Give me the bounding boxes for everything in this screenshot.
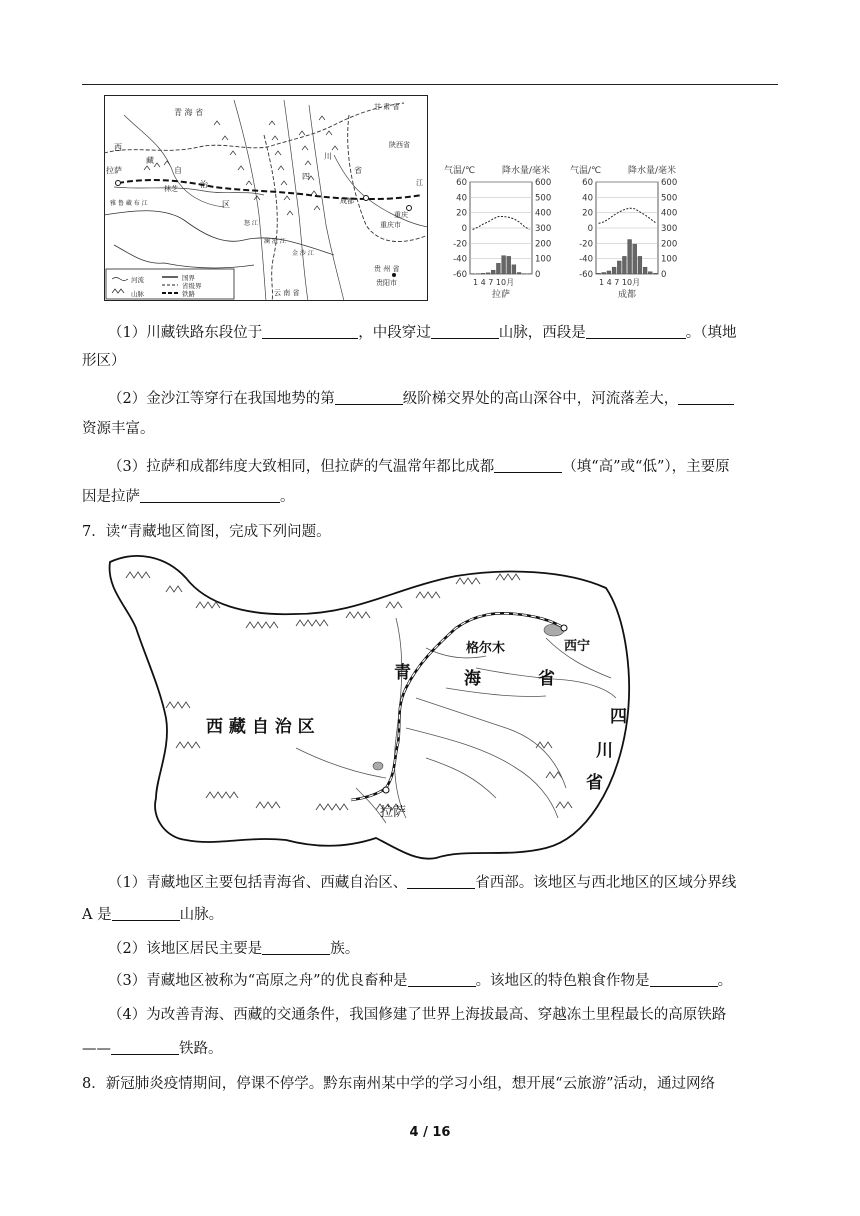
lasa-temp-tick: -20 (453, 239, 467, 250)
q6-p1-e: 形区） (82, 353, 126, 369)
page-number: 4 / 16 (409, 1125, 451, 1140)
chengdu-temp-tick: 20 (582, 208, 593, 219)
lasa-temp-label: 气温/℃ (444, 166, 476, 176)
lasa-precip-tick: 500 (535, 193, 552, 204)
q6-blank-3[interactable] (586, 323, 686, 339)
lasa-precip-tick: 200 (535, 239, 552, 250)
chengdu-temp-tick: 60 (582, 178, 593, 188)
sichuan-tibet-map (104, 95, 428, 301)
lasa-precip-bar (481, 273, 485, 274)
lasa-temp-tick: -60 (453, 270, 467, 280)
q6-blank-2[interactable] (431, 323, 499, 339)
q7-line5 (82, 1004, 778, 1026)
map1-label-chengdu: 成都 (340, 197, 354, 205)
chengdu-temp-tick: -60 (579, 270, 593, 280)
qinghai-tibet-map (96, 548, 636, 862)
map1-label-guiyang: 贵阳市 (376, 279, 397, 287)
q7-blank-6[interactable] (111, 1039, 179, 1055)
lasa-temp-tick: 0 (461, 224, 467, 234)
chengdu-temp-tick: -40 (579, 254, 593, 265)
map1-label-zhi: 治 (200, 180, 208, 189)
chengdu-precip-tick: 400 (661, 208, 678, 219)
chengdu-precip-tick: 300 (661, 224, 678, 234)
map1-label-zang: 藏 (146, 156, 154, 165)
chengdu-precip-tick: 0 (661, 270, 667, 280)
lasa-precip-bar (517, 272, 521, 274)
q7-blank-4[interactable] (408, 971, 476, 987)
chengdu-precip-bar (607, 271, 611, 274)
map1-label-yarlung: 雅 鲁 藏 布 江 (110, 200, 148, 207)
lasa-month-ticks: 1 4 7 10月 (473, 278, 515, 287)
q7-blank-5[interactable] (650, 971, 718, 987)
q6-line1 (82, 322, 778, 344)
map1-label-lancang: 澜 沧 江 (264, 238, 286, 245)
chengdu-precip-tick: 600 (661, 178, 678, 188)
chengdu-city-name: 成都 (618, 290, 637, 300)
q7-p2-b: 族。 (330, 941, 360, 957)
q6-line3 (82, 388, 778, 410)
q6-blank-7[interactable] (140, 487, 280, 503)
map1-label-lasa: 拉萨 (106, 166, 122, 175)
map1-label-yunnan: 云 南 省 (274, 289, 300, 297)
chengdu-temp-label: 气温/℃ (570, 166, 602, 176)
q7-p4-c: 铁路。 (179, 1041, 223, 1057)
q7-blank-2[interactable] (112, 905, 180, 921)
q6-p3-b: （填“高”或“低”），主要原 (562, 459, 730, 475)
q7-line6 (82, 1038, 778, 1060)
q7-p3-c: 。 (717, 973, 733, 989)
chengdu-precip-tick: 500 (661, 193, 678, 204)
q7-blank-1[interactable] (407, 873, 475, 889)
q7-p2-a: （2）该地区居民主要是 (108, 941, 263, 957)
q6-p1-d: 。（填地 (685, 325, 737, 341)
q6-p3-d: 。 (280, 489, 295, 505)
map1-label-chongqing: 重庆市 (380, 221, 401, 229)
map1-label-jiang: 江 (416, 179, 423, 187)
chengdu-precip-bar (597, 273, 601, 274)
chengdu-temp-tick: 0 (587, 224, 593, 234)
chengdu-precip-bar (602, 272, 606, 274)
header-rule (82, 84, 778, 85)
lasa-precip-bar (507, 256, 511, 274)
lasa-precip-tick: 100 (535, 254, 552, 265)
q7-p1-c: A 是 (82, 907, 112, 923)
map1-label-chongqing2: 重庆 (394, 211, 408, 219)
q6-p2-b: 级阶梯交界处的高山深谷中，河流落差大， (402, 391, 679, 407)
map1-legend (106, 269, 234, 299)
map2-sheng: 省 (538, 669, 555, 689)
q7-p3-b: 。该地区的特色粮食作物是 (475, 973, 650, 989)
lasa-precip-tick: 400 (535, 208, 552, 219)
q7-p1-d: 山脉。 (179, 907, 224, 923)
q6-blank-1[interactable] (262, 323, 358, 339)
chengdu-precip-bar (622, 256, 626, 274)
q7-p3-a: （3）青藏地区被称为“高原之舟”的优良畜种是 (108, 973, 408, 989)
q6-p1-a: （1）川藏铁路东段位于 (108, 325, 263, 341)
q6-line4 (82, 418, 778, 440)
legend-boundary: 国界 (182, 274, 195, 282)
map2-xizang: 西 藏 自 治 区 (206, 717, 315, 737)
map1-label-qu: 区 (222, 200, 230, 209)
map2-lasa: 拉萨 (380, 805, 407, 820)
map1-label-jinsha: 金 沙 江 (292, 250, 314, 257)
q6-blank-6[interactable] (494, 457, 562, 473)
q7-line2 (82, 904, 778, 926)
chengdu-temp-tick: 40 (582, 193, 593, 204)
chengdu-temp-tick: -20 (579, 239, 593, 250)
q7-line4 (82, 970, 778, 992)
map2-qing: 青 (394, 663, 411, 683)
q7-blank-3[interactable] (262, 939, 330, 955)
map1-label-sheng: 省 (354, 166, 362, 175)
lasa-precip-tick: 0 (535, 270, 541, 280)
q6-p1-c: 山脉，西段是 (498, 325, 586, 341)
q7-p1-b: 省西部。该地区与西北地区的区域分界线 (475, 875, 737, 891)
map1-label-guizhou: 贵 州 省 (374, 265, 400, 273)
lasa-precip-bar (491, 270, 495, 274)
climate-chart-lasa (442, 164, 574, 300)
map1-label-zi: 自 (174, 166, 182, 175)
chengdu-precip-bar (617, 261, 621, 274)
lasa-precip-bar (496, 263, 500, 274)
q7-line1 (82, 872, 778, 894)
lasa-temp-line (473, 217, 530, 230)
q6-p2-c: 资源丰富。 (82, 421, 155, 437)
chengdu-precip-bar (612, 267, 616, 274)
legend-railway: 铁路 (182, 290, 195, 298)
map1-label-si: 四 (302, 172, 310, 181)
map2-hai: 海 (464, 669, 481, 689)
map1-label-xi: 西 (114, 143, 122, 152)
q7-line3 (82, 938, 778, 960)
climate-chart-chengdu (568, 164, 700, 300)
chengdu-precip-bar (648, 272, 652, 274)
q8-text: 8．新冠肺炎疫情期间，停课不停学。黔东南州某中学的学习小组，想开展“云旅游”活动，通过网络 (82, 1076, 716, 1092)
lasa-precip-bar (512, 265, 516, 274)
chengdu-precip-bar (638, 256, 642, 274)
chengdu-precip-tick: 100 (661, 254, 678, 265)
map1-label-shaanxi: 陕西省 (389, 141, 410, 149)
map1-label-chuan: 川 (324, 152, 332, 161)
q6-p3-a: （3）拉萨和成都纬度大致相同，但拉萨的气温常年都比成都 (108, 459, 495, 475)
map1-label-nujiang: 怒 江 (244, 220, 258, 227)
map1-label-qinghai: 青 海 省 (174, 108, 204, 117)
lasa-precip-tick: 600 (535, 178, 552, 188)
q6-line5 (82, 456, 778, 478)
q6-line2 (82, 350, 778, 372)
map1-label-linzhi: 林芝 (164, 185, 178, 193)
chengdu-precip-bar (633, 244, 637, 274)
lasa-city-name: 拉萨 (492, 290, 511, 300)
chengdu-temp-line (599, 208, 656, 223)
q7-title: 7．读“青藏地区简图，完成下列问题。 (82, 524, 331, 540)
q7-p1-a: （1）青藏地区主要包括青海省、西藏自治区、 (108, 875, 408, 891)
map2-geermu: 格尔木 (466, 641, 506, 656)
map2-si: 四 (610, 707, 627, 727)
lasa-temp-tick: 20 (456, 208, 467, 219)
legend-river: 河流 (131, 276, 144, 284)
lasa-precip-bar (486, 273, 490, 274)
q7-p4-a: （4）为改善青海、西藏的交通条件，我国修建了世界上海拔最高、穿越冻土里程最长的高原铁路 (108, 1007, 727, 1023)
lasa-temp-tick: 40 (456, 193, 467, 204)
q6-p2-a: （2）金沙江等穿行在我国地势的第 (108, 391, 335, 407)
chengdu-precip-tick: 200 (661, 239, 678, 250)
legend-provincial: 省级界 (182, 282, 202, 290)
map2-chuan: 川 (596, 741, 613, 761)
lasa-temp-tick: -40 (453, 254, 467, 265)
lasa-precip-label: 降水量/毫米 (502, 166, 551, 176)
chengdu-precip-bar (643, 267, 647, 274)
q6-line6 (82, 486, 778, 508)
chengdu-month-ticks: 1 4 7 10月 (599, 278, 641, 287)
map1-label-gansu: 甘 肃 省 (374, 103, 400, 111)
lasa-temp-tick: 60 (456, 178, 467, 188)
lasa-precip-tick: 300 (535, 224, 552, 234)
chengdu-precip-bar (628, 240, 632, 275)
map2-sheng2: 省 (586, 773, 603, 793)
lasa-precip-bar (502, 256, 506, 274)
map2-xining: 西宁 (564, 639, 591, 654)
chengdu-precip-bar (653, 273, 657, 274)
q6-p3-c: 因是拉萨 (82, 489, 140, 505)
q6-blank-5[interactable] (678, 389, 734, 405)
q6-p1-b: ，中段穿过 (358, 325, 431, 341)
chengdu-precip-label: 降水量/毫米 (628, 166, 677, 176)
q7-p4-b: —— (82, 1041, 111, 1057)
legend-mountain: 山脉 (131, 290, 144, 298)
q6-blank-4[interactable] (335, 389, 403, 405)
